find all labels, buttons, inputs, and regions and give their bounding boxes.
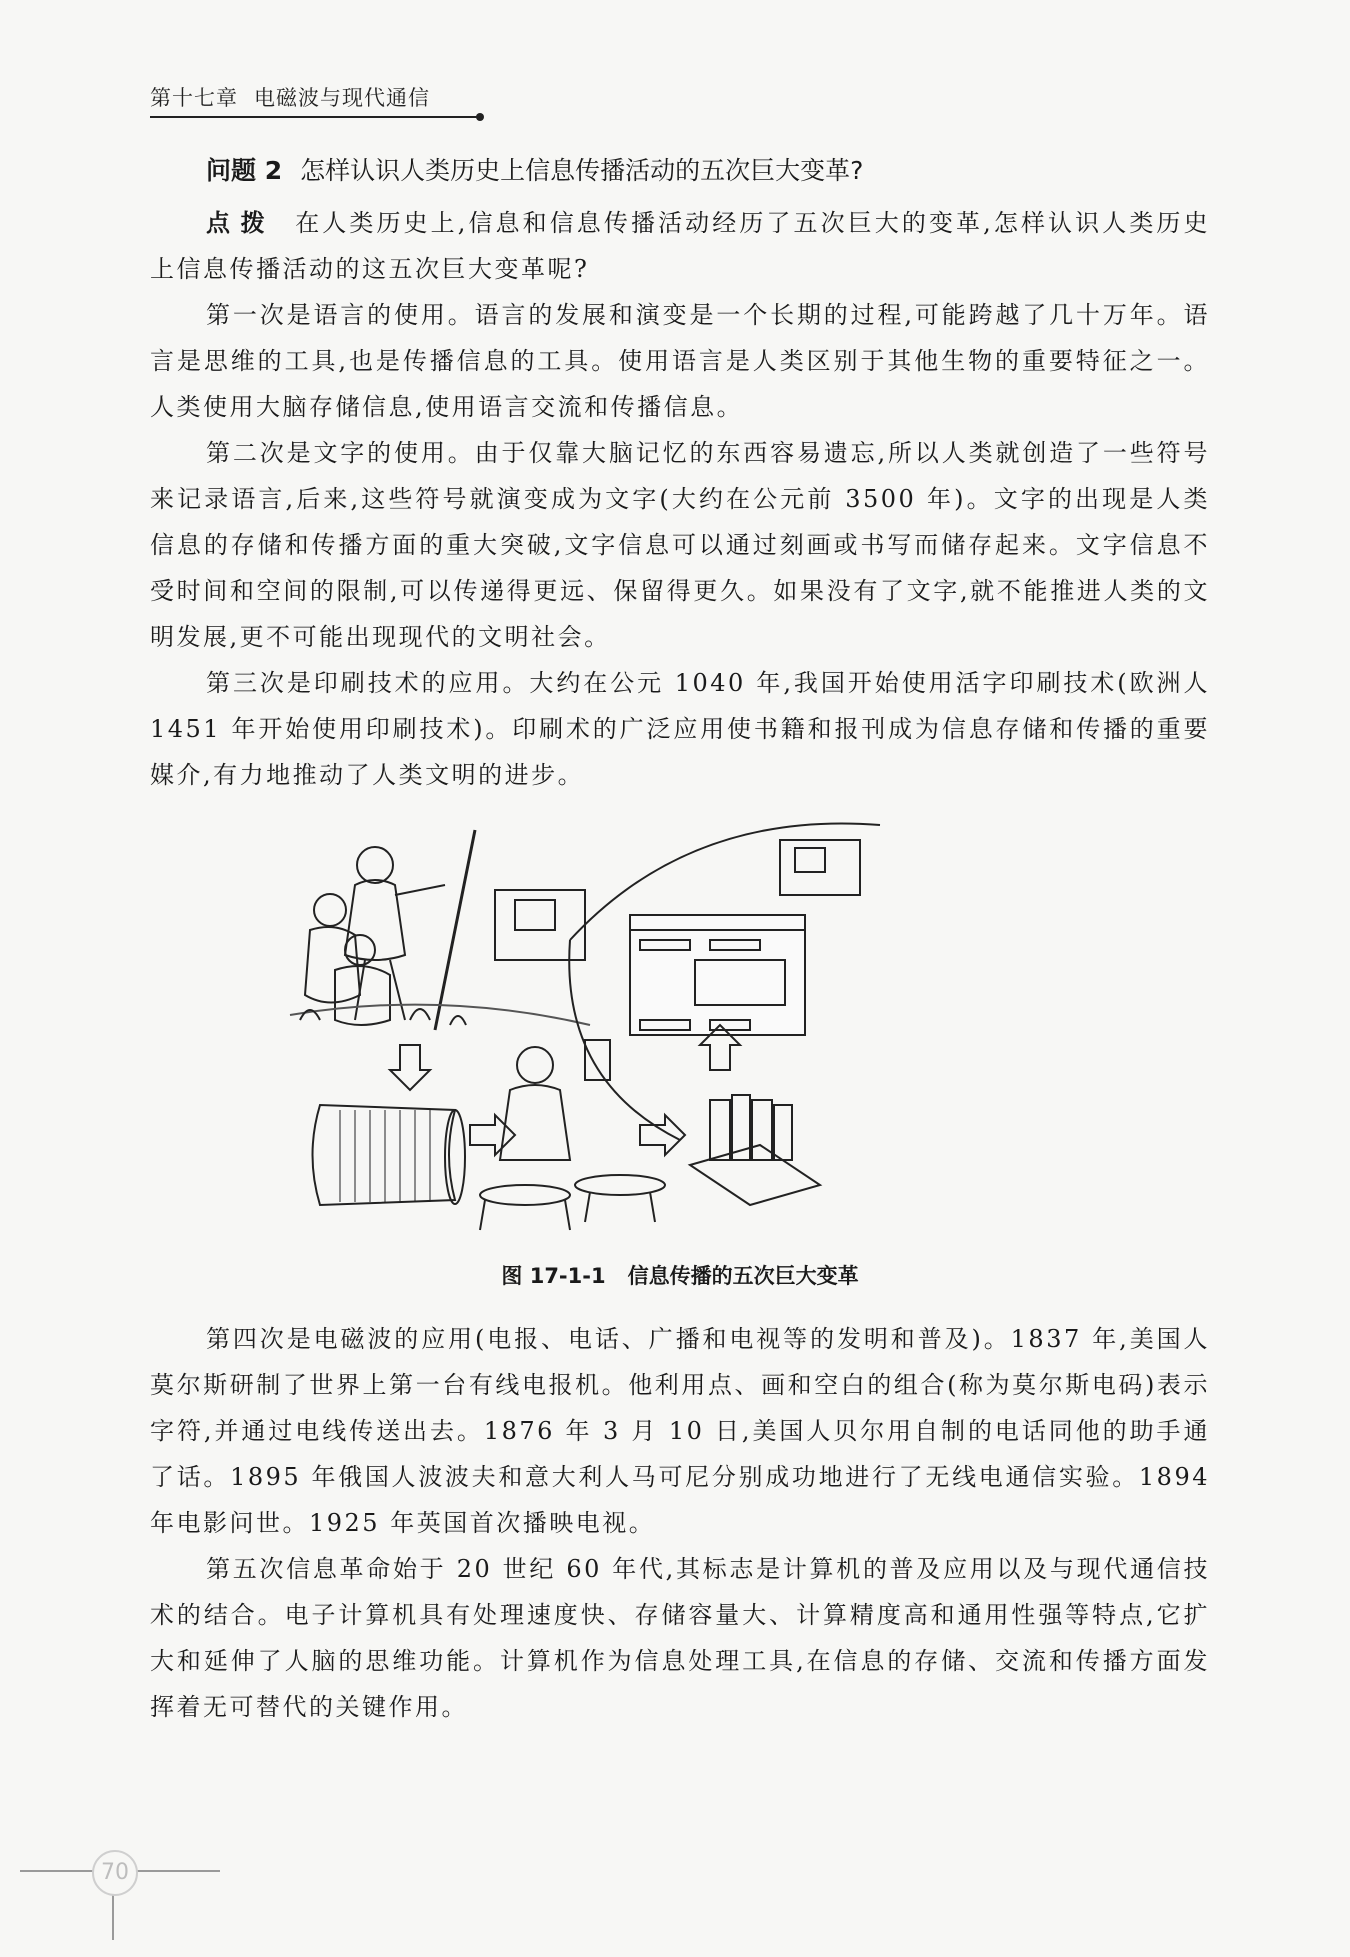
paragraph-language: 第一次是语言的使用。语言的发展和演变是一个长期的过程,可能跨越了几十万年。语言是思维的工具,也是传播信息的工具。使用语言是人类区别于其他生物的重要特征之一。人类使用大脑存储信息,使用语言交流和传播信息。 [150, 301, 1210, 421]
page-body [150, 150, 1210, 1730]
bamboo-scroll-drawing [313, 1105, 466, 1205]
figure-caption [150, 1258, 1210, 1294]
printing-worker-drawing [480, 1040, 665, 1230]
right-arrow-1 [470, 1115, 515, 1155]
running-header [150, 82, 480, 112]
hint-label: 点拨 [206, 209, 276, 237]
chapter-title: 电磁波与现代通信 [254, 86, 430, 110]
paragraph-writing: 第二次是文字的使用。由于仅靠大脑记忆的东西容易遗忘,所以人类就创造了一些符号来记录语言,后来,这些符号就演变成为文字(大约在公元前 3500 年)。文字的出现是人类信息的存储和传播方面的重大突破,文字信息可以通过刻画或书写而储存起来。文字信息不受时间和空间的限制,可以传递得更远、保留得更久。如果没有了文字,就不能推进人类的文明发展,更不可能出现现代的文明社会。 [150, 439, 1210, 651]
header-rule [150, 116, 480, 118]
books-drawing [690, 1095, 820, 1205]
paragraph-printing: 第三次是印刷技术的应用。大约在公元 1040 年,我国开始使用活字印刷技术(欧洲人 1451 年开始使用印刷技术)。印刷术的广泛应用使书籍和报刊成为信息存储和传播的重要媒介,有力地推动了人类文明的进步。 [150, 669, 1210, 789]
five-revolutions-illustration [150, 820, 1210, 1250]
down-arrow [390, 1045, 430, 1090]
hint-text: 在人类历史上,信息和信息传播活动经历了五次巨大的变革,怎样认识人类历史上信息传播活动的这五次巨大变革呢? [150, 209, 1210, 283]
header-text [150, 82, 480, 112]
figure-illustration [150, 820, 1210, 1250]
hint-paragraph [150, 200, 1210, 292]
question-title: 怎样认识人类历史上信息传播活动的五次巨大变革? [300, 156, 864, 185]
figure-number: 图 17-1-1 [501, 1264, 606, 1288]
page-number: 70 [92, 1850, 138, 1896]
computer-era-drawing [495, 823, 880, 1140]
chapter-number: 第十七章 [150, 86, 238, 110]
header-rule-dot [476, 113, 484, 121]
question-heading [206, 150, 1210, 192]
question-number: 问题 2 [206, 156, 283, 185]
figure-caption-text: 信息传播的五次巨大变革 [627, 1264, 859, 1288]
paragraph-electromagnetic: 第四次是电磁波的应用(电报、电话、广播和电视等的发明和普及)。1837 年,美国人莫尔斯研制了世界上第一台有线电报机。他利用点、画和空白的组合(称为莫尔斯电码)表示字符,并通过电线传送出去。1876 年 3 月 10 日,美国人贝尔用自制的电话同他的助手通了话。1895 年俄国人波波夫和意大利人马可尼分别成功地进行了无线电通信实验。1894 年电影问世。1925 年英国首次播映电视。 [150, 1325, 1210, 1537]
paragraph-computer: 第五次信息革命始于 20 世纪 60 年代,其标志是计算机的普及应用以及与现代通信技术的结合。电子计算机具有处理速度快、存储容量大、计算精度高和通用性强等特点,它扩大和延伸了人脑的思维功能。计算机作为信息处理工具,在信息的存储、交流和传播方面发挥着无可替代的关键作用。 [150, 1555, 1210, 1721]
